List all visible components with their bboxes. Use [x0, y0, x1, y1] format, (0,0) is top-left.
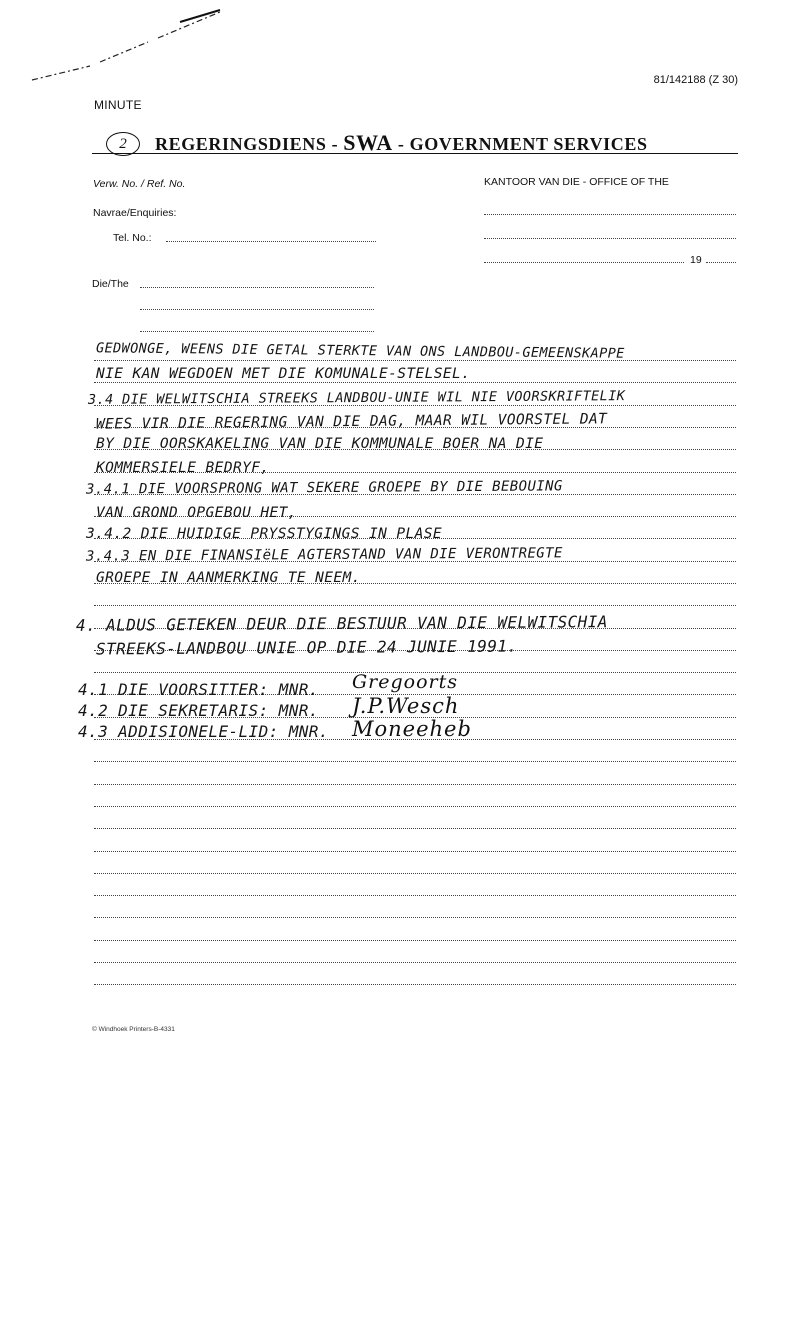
header-center: SWA: [343, 130, 393, 155]
handwritten-line: WEES VIR DIE REGERING VAN DIE DAG, MAAR WIL VOORSTEL DAT: [95, 411, 608, 433]
handwritten-line: 4. ALDUS GETEKEN DEUR DIE BESTUUR VAN DIE WELWITSCHIA: [75, 612, 608, 635]
printer-imprint: © Windhoek Printers-B-4331: [92, 1026, 175, 1033]
tel-dotted-line: [166, 241, 376, 242]
date-dotted-line: [484, 262, 684, 263]
ref-label: Verw. No. / Ref. No.: [93, 178, 186, 190]
ruled-line: [94, 605, 736, 606]
ruled-line: [94, 806, 736, 807]
handwritten-line: 4.2 DIE SEKRETARIS: MNR.: [78, 701, 319, 720]
scan-scratch-marks: [30, 4, 230, 84]
chairman-signature: Gregoorts: [352, 671, 459, 693]
handwritten-line: NIE KAN WEGDOEN MET DIE KOMUNALE-STELSEL.: [96, 366, 471, 382]
handwritten-line: 3.4.3 EN DIE FINANSIëLE AGTERSTAND VAN DIE VERONTREGTE: [85, 545, 563, 565]
ruled-line: [94, 828, 736, 829]
date-dotted-line: [706, 262, 736, 263]
enquiries-label: Navrae/Enquiries:: [93, 207, 177, 219]
ruled-line: [94, 784, 736, 785]
ruled-line: [94, 940, 736, 941]
ruled-line: [94, 360, 736, 361]
handwritten-line: 4.3 ADDISIONELE-LID: MNR.: [78, 722, 329, 741]
handwritten-line: GROEPE IN AANMERKING TE NEEM.: [96, 570, 361, 586]
to-label: Die/The: [92, 278, 129, 290]
to-dotted-line: [140, 309, 374, 310]
handwritten-line: 3.4.1 DIE VOORSPRONG WAT SEKERE GROEPE BY DIE BEBOUING: [85, 478, 563, 498]
handwritten-line: 4.1 DIE VOORSITTER: MNR.: [78, 680, 319, 699]
header-sep: -: [331, 134, 339, 154]
handwritten-line: BY DIE OORSKAKELING VAN DIE KOMMUNALE BOER NA DIE: [96, 436, 544, 452]
handwritten-line: GEDWONGE, WEENS DIE GETAL STERKTE VAN ONS LANDBOU-GEMEENSKAPPE: [95, 340, 625, 362]
handwritten-line: KOMMERSIELE BEDRYF,: [96, 460, 270, 476]
member-signature: Moneeheb: [352, 717, 472, 741]
form-number: 81/142188 (Z 30): [653, 74, 738, 86]
to-dotted-line: [140, 331, 374, 332]
ruled-line: [94, 962, 736, 963]
ruled-line: [94, 917, 736, 918]
handwritten-line: 3.4 DIE WELWITSCHIA STREEKS LANDBOU-UNIE WIL NIE VOORSKRIFTELIK: [87, 388, 626, 408]
header-right: GOVERNMENT SERVICES: [409, 134, 648, 154]
header-rule: [92, 153, 738, 154]
ruled-line: [94, 873, 736, 874]
secretary-signature: J.P.Wesch: [352, 694, 460, 718]
ruled-line: [94, 761, 736, 762]
handwritten-line: 3.4.2 DIE HUIDIGE PRYSSTYGINGS IN PLASE: [86, 526, 443, 542]
header-sep: -: [397, 134, 405, 154]
ruled-line: [94, 851, 736, 852]
header-left: REGERINGSDIENS: [155, 134, 327, 154]
tel-label: Tel. No.:: [113, 232, 152, 244]
office-dotted-line: [484, 238, 736, 239]
circled-page-number: 2: [106, 132, 140, 156]
minute-label: MINUTE: [94, 98, 142, 112]
ruled-line: [94, 984, 736, 985]
year-prefix: 19: [690, 254, 702, 266]
to-dotted-line: [140, 287, 374, 288]
office-label: KANTOOR VAN DIE - OFFICE OF THE: [484, 176, 669, 188]
ruled-line: [94, 382, 736, 383]
office-dotted-line: [484, 214, 736, 215]
handwritten-line: STREEKS-LANDBOU UNIE OP DIE 24 JUNIE 1991.: [95, 636, 518, 659]
ruled-line: [94, 895, 736, 896]
handwritten-line: VAN GROND OPGEBOU HET,: [96, 505, 297, 521]
